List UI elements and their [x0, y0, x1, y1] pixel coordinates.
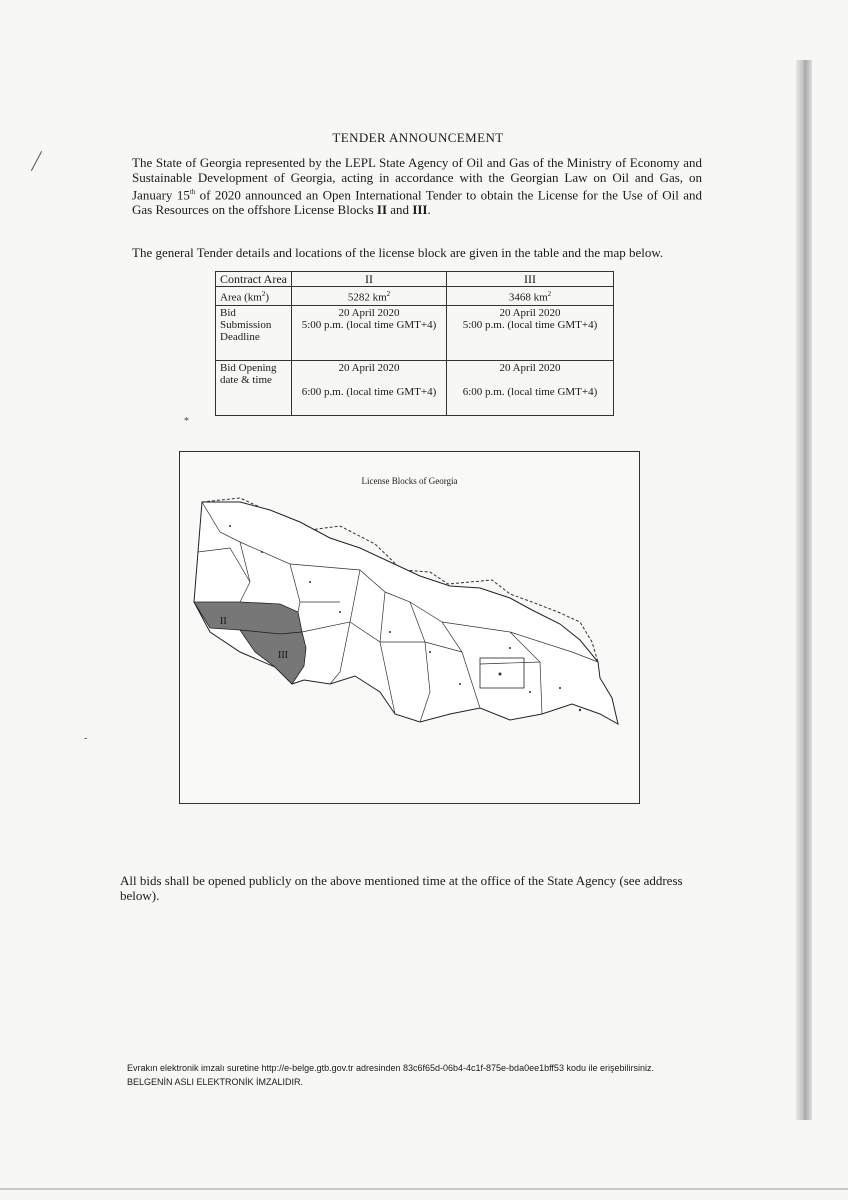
table-row — [216, 287, 614, 306]
stray-dot: * — [184, 416, 189, 427]
map-title: License Blocks of Georgia — [361, 476, 458, 486]
opening-time: 6:00 p.m. (local time GMT+4) — [301, 385, 437, 398]
block-iii-label: III — [278, 650, 288, 661]
opening-block-iii — [447, 360, 614, 415]
opening-label: Bid Opening date & time — [216, 360, 292, 415]
deadline-date: 20 April 2020 — [338, 306, 400, 319]
deadline-time: 5:00 p.m. (local time GMT+4) — [462, 318, 598, 331]
bid-opening-note: All bids shall be opened publicly on the above mentioned time at the office of the State Agency (see address below). — [120, 873, 683, 903]
page-bottom-edge — [0, 1188, 848, 1190]
deadline-block-iii — [447, 305, 614, 360]
opening-date: 20 April 2020 — [499, 361, 561, 374]
opening-time: 6:00 p.m. (local time GMT+4) — [462, 385, 598, 398]
block-iii-header: III — [447, 272, 614, 287]
table-row — [216, 360, 614, 415]
opening-date: 20 April 2020 — [338, 361, 400, 374]
table-row — [216, 305, 614, 360]
opening-block-ii — [292, 360, 447, 415]
table-row — [216, 272, 614, 287]
deadline-date: 20 April 2020 — [499, 306, 561, 319]
e-signature-verification-line: Evrakın elektronik imzalı suretine http://e-belge.gtb.gov.tr adresinden 83c6f65d-06b4-4c1f-875e-bda0ee1bff53 kodu ile erişebilirsiniz. — [127, 1063, 654, 1073]
area-block-iii: 3468 $km^2$ — [447, 287, 614, 306]
block-ii-label: II — [220, 616, 227, 627]
deadline-block-ii — [292, 305, 447, 360]
page-title: TENDER ANNOUNCEMENT — [332, 130, 504, 145]
area-label: Area $(km^2)$ — [216, 287, 292, 306]
stray-dot: - — [84, 733, 88, 744]
license-blocks-map — [179, 451, 640, 804]
intro-paragraph: The State of Georgia represented by the LEPL State Agency of Oil and Gas of the Ministry of Economy and Sustainable Development of Georgia, acting in accordance with the Georgian Law on Oil and Gas, on January 15th of 2020 announced an Open International Tender to obtain the License for the Use of Oil and Gas Resources on the offshore License Blocks II and III. — [132, 155, 702, 218]
details-paragraph: The general Tender details and locations of the license block are given in the table and the map below. — [132, 245, 664, 260]
stray-pen-mark — [31, 151, 42, 171]
deadline-time: 5:00 p.m. (local time GMT+4) — [301, 318, 437, 331]
offshore-block-iii — [240, 630, 306, 684]
block-ii-header: II — [292, 272, 447, 287]
deadline-label: Bid Submission Deadline — [216, 305, 292, 360]
area-block-ii: 5282 $km^2$ — [292, 287, 447, 306]
georgia-map-drawing — [180, 452, 639, 803]
tender-details-table — [215, 271, 614, 416]
scan-edge-shadow — [796, 60, 812, 1120]
contract-area-header: Contract Area — [216, 272, 292, 287]
e-signature-statement: BELGENİN ASLI ELEKTRONİK İMZALIDIR. — [127, 1077, 304, 1087]
